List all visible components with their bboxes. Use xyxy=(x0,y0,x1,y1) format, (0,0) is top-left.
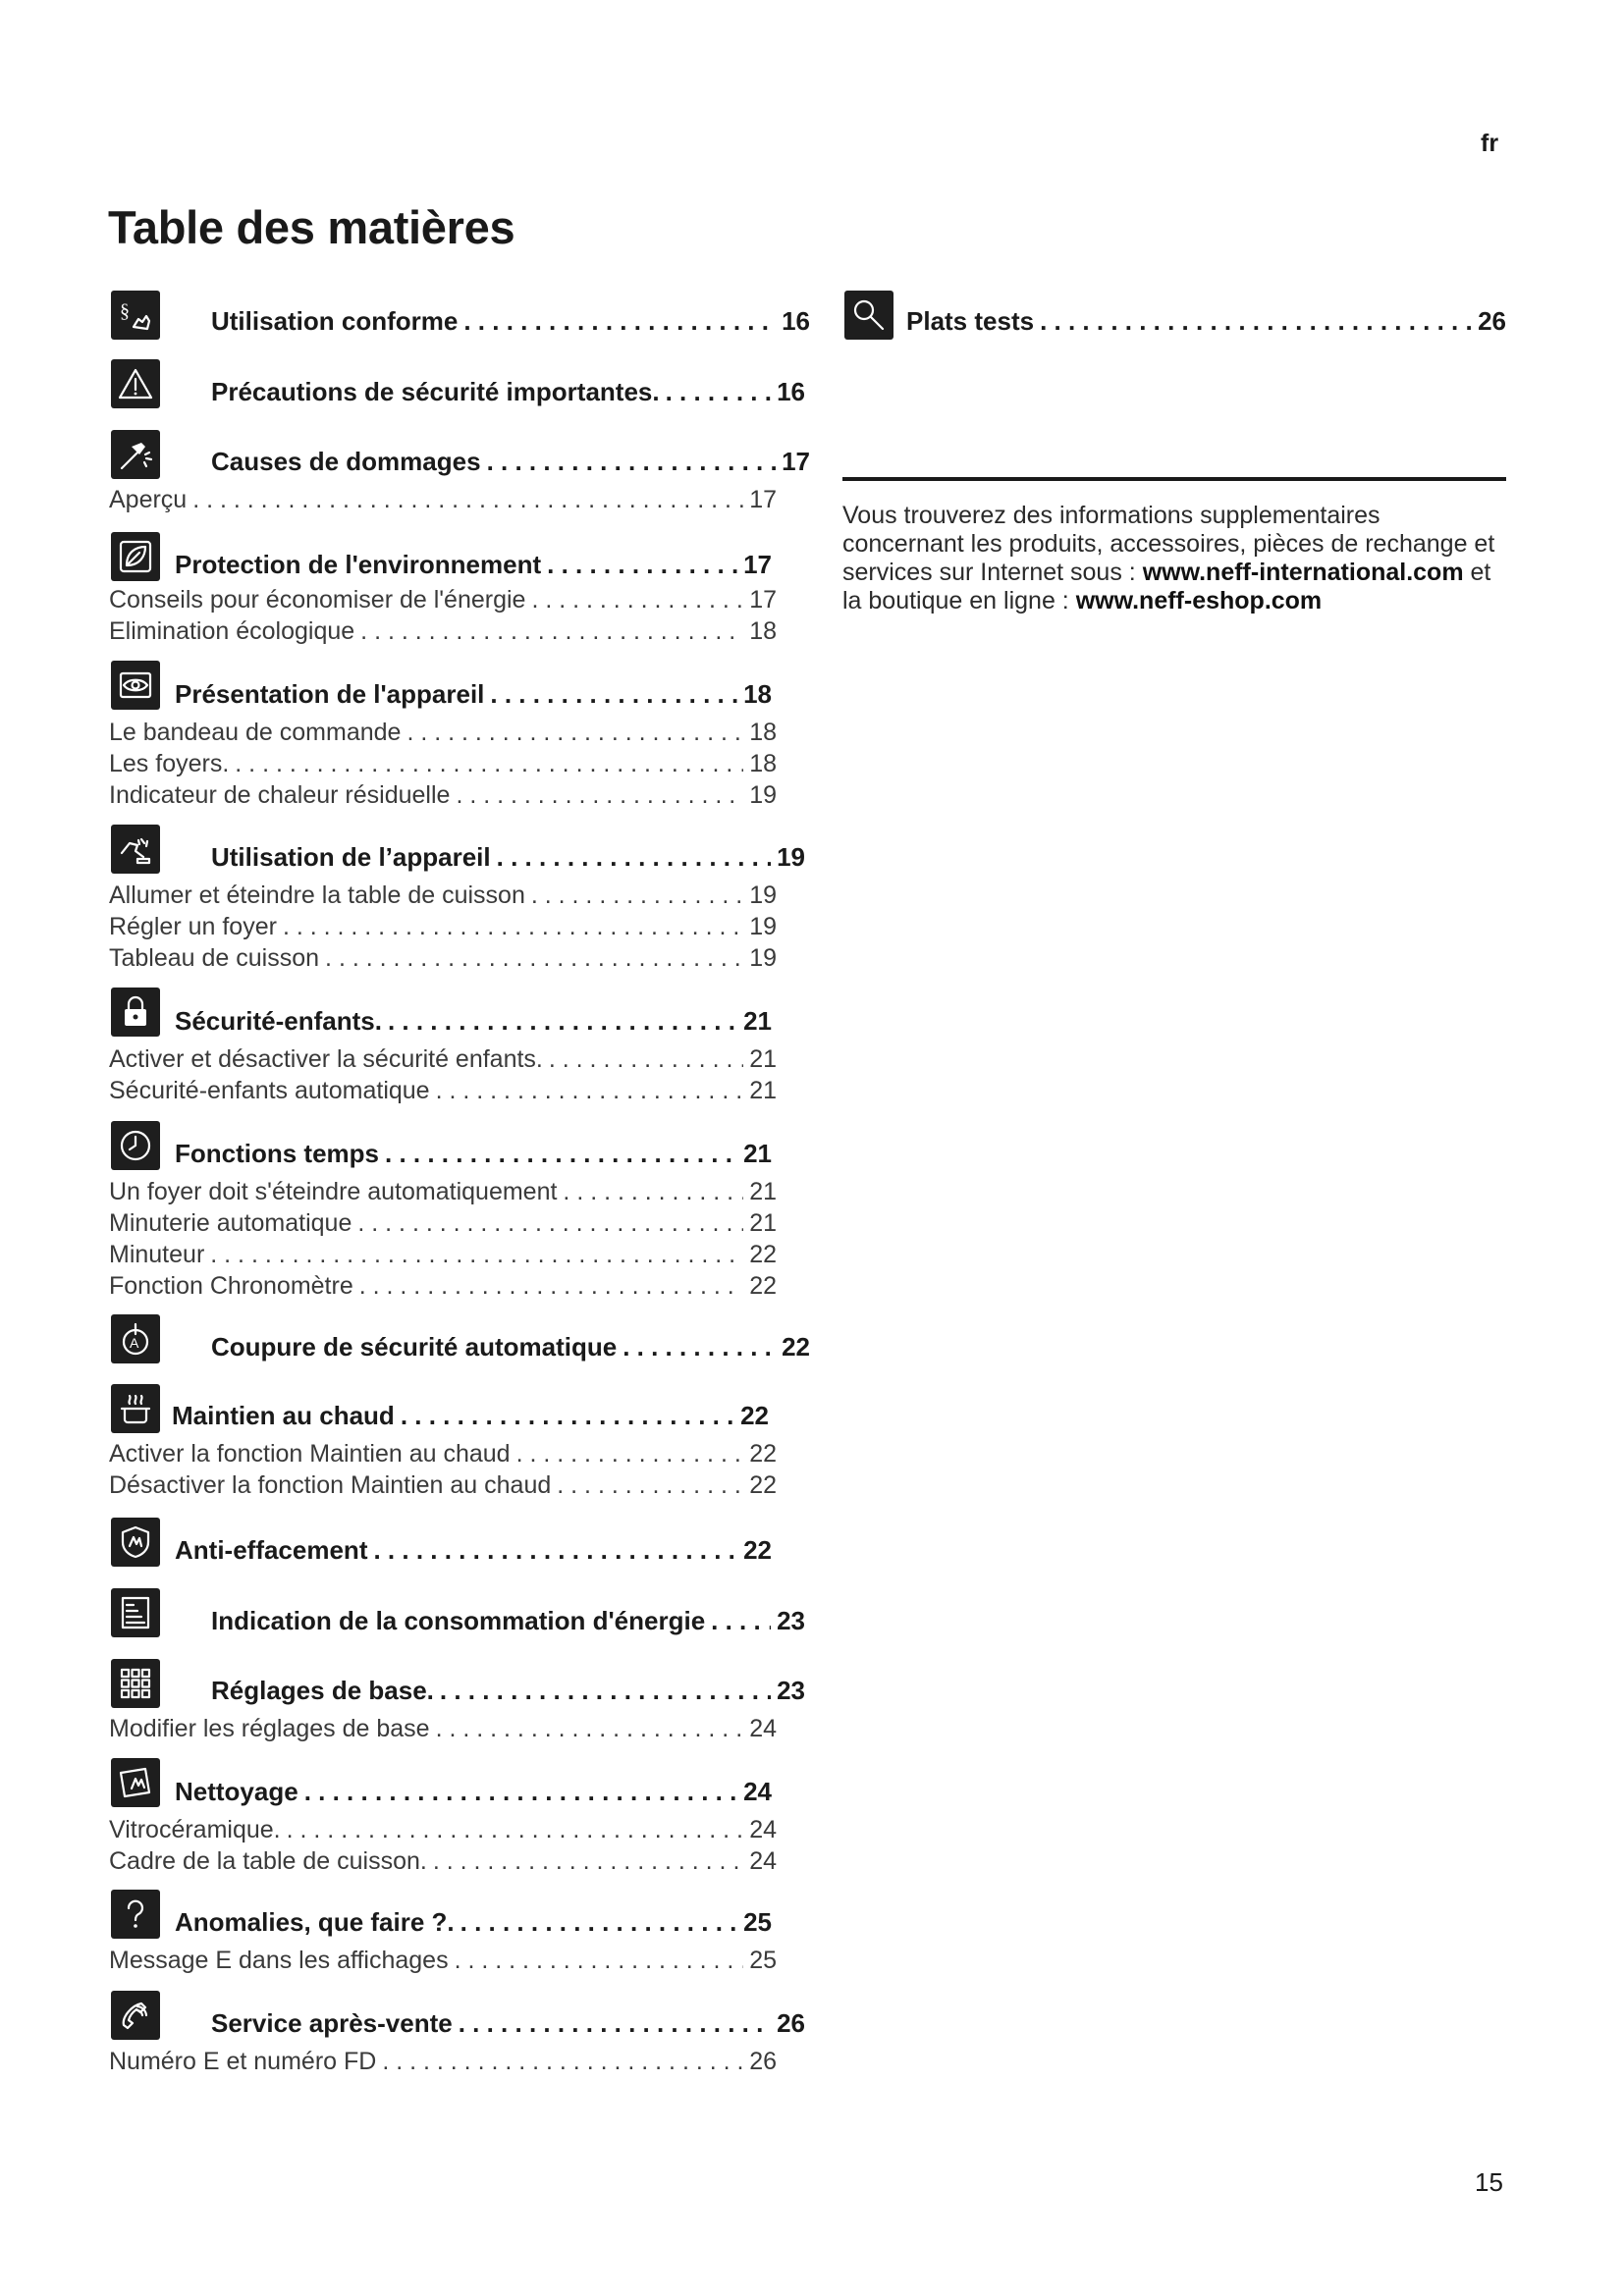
toc-entry[interactable] xyxy=(109,1272,777,1301)
toc-heading[interactable] xyxy=(175,1777,772,1807)
toc-entry-page: 24 xyxy=(749,1847,777,1875)
toc-entry-label: Désactiver la fonction Maintien au chaud xyxy=(109,1471,552,1499)
info-note xyxy=(842,502,1506,615)
svg-text:§: § xyxy=(120,300,130,322)
toc-entry-page: 22 xyxy=(749,1272,777,1300)
toc-heading-label: Maintien au chaud xyxy=(172,1401,395,1430)
toc-heading[interactable] xyxy=(211,306,810,337)
language-code: fr xyxy=(1481,130,1499,157)
toc-entry-page: 17 xyxy=(749,486,777,513)
toc-heading-page: 24 xyxy=(743,1777,772,1806)
dot-leader xyxy=(388,1006,737,1037)
toc-heading-label: Indication de la consommation d'énergie xyxy=(211,1606,706,1635)
toc-heading[interactable] xyxy=(211,377,805,407)
toc-heading-label: Présentation de l'appareil xyxy=(175,679,485,709)
dot-leader xyxy=(463,306,776,337)
toc-entry[interactable] xyxy=(109,719,777,747)
toc-entry-page: 19 xyxy=(749,944,777,972)
toc-entry-page: 26 xyxy=(749,2048,777,2075)
toc-entry[interactable] xyxy=(109,1209,777,1238)
toc-entry-label: Indicateur de chaleur résiduelle xyxy=(109,781,451,809)
toc-entry[interactable] xyxy=(109,617,777,646)
toc-heading-page: 16 xyxy=(777,377,805,406)
dot-leader xyxy=(455,1947,744,1975)
toc-entry[interactable] xyxy=(109,913,777,941)
dot-leader xyxy=(549,1045,743,1074)
service-phone-icon xyxy=(111,1991,160,2040)
dot-leader xyxy=(456,781,743,810)
dot-leader xyxy=(210,1241,743,1269)
toc-heading[interactable] xyxy=(172,1401,769,1431)
toc-entry[interactable] xyxy=(109,1847,777,1876)
lock-icon xyxy=(111,988,160,1037)
dot-leader xyxy=(385,1139,737,1169)
toc-heading[interactable] xyxy=(211,1676,805,1706)
toc-heading-label: Plats tests xyxy=(906,306,1035,336)
toc-heading-page: 23 xyxy=(777,1606,805,1635)
dot-leader xyxy=(547,550,737,580)
toc-entry-label: Sécurité-enfants automatique xyxy=(109,1077,430,1104)
toc-entry-label: Régler un foyer xyxy=(109,913,277,940)
toc-heading-label: Coupure de sécurité automatique xyxy=(211,1332,618,1362)
toc-entry-label: Fonction Chronomètre xyxy=(109,1272,353,1300)
toc-heading[interactable] xyxy=(211,447,810,477)
toc-entry[interactable] xyxy=(109,2048,777,2076)
dot-leader xyxy=(487,447,777,477)
dot-leader xyxy=(406,719,743,747)
toc-heading-label: Réglages de base. xyxy=(211,1676,434,1705)
toc-entry[interactable] xyxy=(109,750,777,778)
toc-entry-label: Cadre de la table de cuisson. xyxy=(109,1847,427,1875)
info-note-text: et la boutique en ligne : xyxy=(842,559,1491,614)
dot-leader xyxy=(436,1715,744,1743)
toc-heading-label: Causes de dommages xyxy=(211,447,481,476)
energy-consumption-icon xyxy=(111,1588,160,1637)
dot-leader xyxy=(235,750,743,778)
toc-heading[interactable] xyxy=(175,550,772,580)
dot-leader xyxy=(459,2008,771,2039)
toc-entry-label: Aperçu xyxy=(109,486,188,513)
dot-leader xyxy=(283,913,743,941)
toc-entry[interactable] xyxy=(109,781,777,810)
toc-heading-label: Sécurité-enfants. xyxy=(175,1006,382,1036)
damage-hammer-icon xyxy=(111,430,160,479)
warning-triangle-icon xyxy=(111,359,160,408)
dot-leader xyxy=(557,1471,743,1500)
toc-entry-label: Le bandeau de commande xyxy=(109,719,402,746)
dot-leader xyxy=(666,377,771,407)
toc-entry-page: 21 xyxy=(749,1045,777,1073)
toc-heading[interactable] xyxy=(175,1006,772,1037)
toc-heading-label: Anti-effacement xyxy=(175,1535,368,1565)
cleaning-cloth-icon xyxy=(111,1758,160,1807)
link-international[interactable]: www.neff-international.com xyxy=(1142,559,1464,586)
toc-heading-label: Fonctions temps xyxy=(175,1139,380,1168)
toc-entry[interactable] xyxy=(109,1178,777,1206)
toc-heading-page: 23 xyxy=(777,1676,805,1705)
toc-entry[interactable] xyxy=(109,586,777,614)
toc-heading-page: 17 xyxy=(782,447,810,476)
toc-entry-page: 19 xyxy=(749,881,777,909)
toc-entry-page: 17 xyxy=(749,586,777,614)
toc-entry-label: Un foyer doit s'éteindre automatiquement xyxy=(109,1178,558,1205)
toc-entry-label: Activer et désactiver la sécurité enfants. xyxy=(109,1045,543,1073)
toc-heading-label: Précautions de sécurité importantes. xyxy=(211,377,660,406)
dot-leader xyxy=(711,1606,771,1636)
toc-heading-label: Utilisation de l’appareil xyxy=(211,842,491,872)
dot-leader xyxy=(516,1440,744,1468)
dot-leader xyxy=(192,486,743,514)
toc-heading[interactable] xyxy=(175,1535,772,1566)
toc-entry-page: 24 xyxy=(749,1816,777,1843)
toc-entry-page: 18 xyxy=(749,750,777,777)
toc-heading-page: 21 xyxy=(743,1006,772,1036)
clock-icon xyxy=(111,1121,160,1170)
intended-use-icon xyxy=(111,291,160,340)
toc-heading-page: 25 xyxy=(743,1907,772,1937)
toc-heading[interactable] xyxy=(175,1907,772,1938)
toc-entry[interactable] xyxy=(109,1715,777,1743)
toc-entry-label: Tableau de cuisson xyxy=(109,944,320,972)
keep-warm-pot-icon xyxy=(111,1384,160,1433)
svg-text:A: A xyxy=(130,1335,139,1351)
info-note-text: Vous trouverez des informations supplementaires concernant les produits, accessoires, pièces de rechange et services sur Internet sous : xyxy=(842,502,1495,586)
toc-entry-label: Numéro E et numéro FD xyxy=(109,2048,377,2075)
dot-leader xyxy=(360,617,743,646)
auto-power-off-icon xyxy=(111,1314,160,1363)
question-mark-icon xyxy=(111,1890,160,1939)
toc-heading[interactable] xyxy=(175,679,772,710)
toc-heading[interactable] xyxy=(211,1332,810,1362)
toc-entry-page: 22 xyxy=(749,1471,777,1499)
toc-entry[interactable] xyxy=(109,486,777,514)
dot-leader xyxy=(440,1676,771,1706)
link-eshop[interactable]: www.neff-eshop.com xyxy=(1075,587,1323,614)
toc-entry-page: 21 xyxy=(749,1209,777,1237)
toc-heading-page: 16 xyxy=(782,306,810,336)
dot-leader xyxy=(357,1209,743,1238)
toc-heading-page: 21 xyxy=(743,1139,772,1168)
operation-hand-icon xyxy=(111,825,160,874)
toc-entry-page: 22 xyxy=(749,1241,777,1268)
toc-entry[interactable] xyxy=(109,1077,777,1105)
toc-heading[interactable] xyxy=(211,2008,805,2039)
toc-entry[interactable] xyxy=(109,1045,777,1074)
dot-leader xyxy=(373,1535,737,1566)
toc-entry[interactable] xyxy=(109,1947,777,1975)
toc-heading-page: 26 xyxy=(1478,306,1506,336)
toc-entry-page: 19 xyxy=(749,913,777,940)
toc-entry[interactable] xyxy=(109,944,777,973)
dot-leader xyxy=(287,1816,744,1844)
eye-icon xyxy=(111,661,160,710)
test-dishes-magnifier-icon xyxy=(844,291,893,340)
dot-leader xyxy=(623,1332,776,1362)
toc-entry-label: Allumer et éteindre la table de cuisson xyxy=(109,881,525,909)
toc-heading-page: 22 xyxy=(782,1332,810,1362)
toc-heading-page: 26 xyxy=(777,2008,805,2038)
dot-leader xyxy=(304,1777,737,1807)
toc-entry-page: 24 xyxy=(749,1715,777,1742)
dot-leader xyxy=(531,586,743,614)
toc-heading-page: 18 xyxy=(743,679,772,709)
toc-entry-page: 25 xyxy=(749,1947,777,1974)
toc-heading[interactable] xyxy=(211,842,805,873)
page-number: 15 xyxy=(1475,2167,1503,2197)
dot-leader xyxy=(359,1272,743,1301)
toc-entry-label: Conseils pour économiser de l'énergie xyxy=(109,586,526,614)
toc-heading-label: Nettoyage xyxy=(175,1777,298,1806)
toc-entry-page: 18 xyxy=(749,617,777,645)
dot-leader xyxy=(490,679,737,710)
dot-leader xyxy=(497,842,771,873)
dot-leader xyxy=(325,944,743,973)
toc-entry-label: Elimination écologique xyxy=(109,617,355,645)
page-title: Table des matières xyxy=(108,201,515,253)
dot-leader xyxy=(531,881,743,910)
toc-heading[interactable] xyxy=(175,1139,772,1169)
toc-heading-label: Utilisation conforme xyxy=(211,306,459,336)
toc-heading[interactable] xyxy=(906,306,1506,337)
toc-entry[interactable] xyxy=(109,1816,777,1844)
toc-heading[interactable] xyxy=(211,1606,805,1636)
toc-entry-label: Modifier les réglages de base xyxy=(109,1715,430,1742)
toc-entry[interactable] xyxy=(109,881,777,910)
toc-heading-page: 17 xyxy=(743,550,772,579)
dot-leader xyxy=(436,1077,744,1105)
toc-entry-page: 22 xyxy=(749,1440,777,1468)
toc-entry-label: Minuteur xyxy=(109,1241,205,1268)
toc-heading-label: Service après-vente xyxy=(211,2008,453,2038)
toc-heading-label: Protection de l'environnement xyxy=(175,550,542,579)
toc-entry[interactable] xyxy=(109,1471,777,1500)
dot-leader xyxy=(460,1907,737,1938)
toc-heading-page: 22 xyxy=(743,1535,772,1565)
toc-entry-label: Activer la fonction Maintien au chaud xyxy=(109,1440,511,1468)
environment-leaf-icon xyxy=(111,532,160,581)
toc-entry-label: Message E dans les affichages xyxy=(109,1947,449,1974)
toc-heading-page: 22 xyxy=(740,1401,769,1430)
toc-heading-page: 19 xyxy=(777,842,805,872)
toc-entry-page: 21 xyxy=(749,1178,777,1205)
dot-leader xyxy=(382,2048,743,2076)
toc-entry-page: 18 xyxy=(749,719,777,746)
dot-leader xyxy=(401,1401,734,1431)
dot-leader xyxy=(433,1847,743,1876)
toc-entry-label: Les foyers. xyxy=(109,750,230,777)
toc-entry-label: Vitrocéramique. xyxy=(109,1816,281,1843)
dot-leader xyxy=(563,1178,743,1206)
toc-entry-page: 21 xyxy=(749,1077,777,1104)
dot-leader xyxy=(1040,306,1472,337)
separator-rule xyxy=(842,477,1506,481)
toc-entry-page: 19 xyxy=(749,781,777,809)
toc-entry-label: Minuterie automatique xyxy=(109,1209,352,1237)
toc-entry[interactable] xyxy=(109,1440,777,1468)
wipe-protection-icon xyxy=(111,1518,160,1567)
toc-entry[interactable] xyxy=(109,1241,777,1269)
toc-heading-label: Anomalies, que faire ?. xyxy=(175,1907,455,1937)
basic-settings-grid-icon xyxy=(111,1659,160,1708)
